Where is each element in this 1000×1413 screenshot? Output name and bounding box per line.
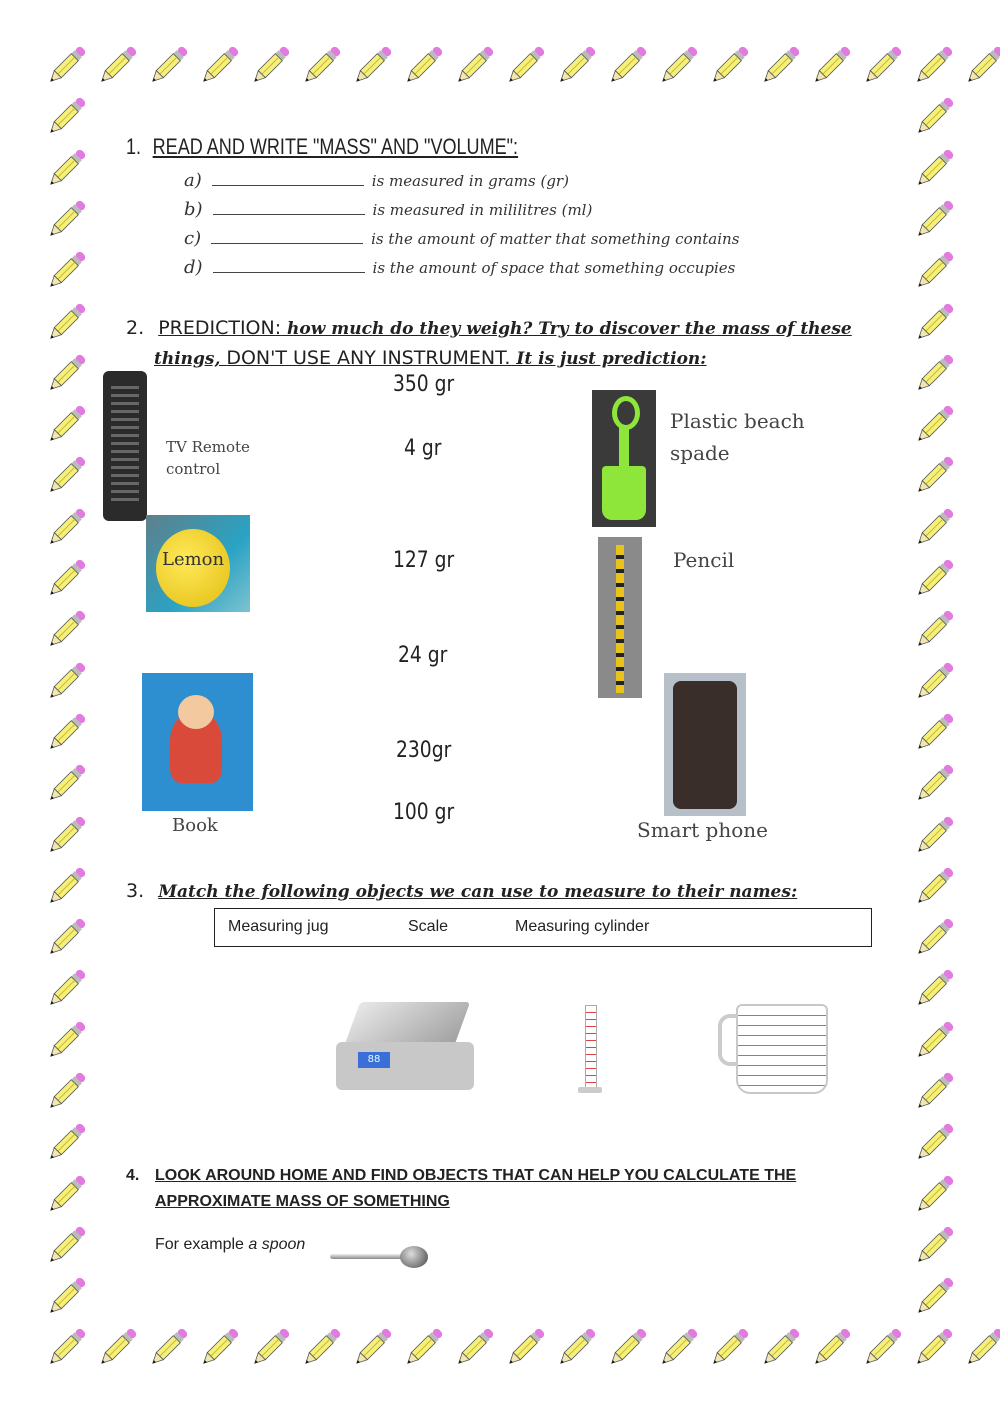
item-letter: c) [184, 228, 202, 249]
word-scale[interactable]: Scale [408, 918, 449, 935]
spade-label-line: Plastic beach [670, 409, 805, 433]
pencil-icon [910, 1015, 960, 1065]
item-letter: a) [184, 170, 202, 191]
blank-input[interactable] [211, 243, 363, 244]
pencil-icon [42, 1271, 92, 1321]
spade-label [670, 405, 805, 469]
example-prefix: For example [155, 1236, 249, 1253]
pencil-icon [42, 297, 92, 347]
pencil-icon [42, 450, 92, 500]
pencil-icon [42, 1169, 92, 1219]
pencil-icon [42, 861, 92, 911]
phone-label: Smart phone [637, 818, 768, 842]
pencil-icon [195, 40, 245, 90]
pencil-icon [910, 707, 960, 757]
pencil-icon [144, 40, 194, 90]
pencil-icon [654, 1322, 704, 1372]
word-measuring-jug[interactable]: Measuring jug [228, 918, 329, 935]
weight-option[interactable]: 100 gr [393, 800, 455, 825]
pencil-icon [42, 1066, 92, 1116]
pencil-icon [93, 40, 143, 90]
item-text: is measured in mililitres (ml) [372, 201, 593, 219]
pencil-icon [910, 963, 960, 1013]
pencil-icon [807, 1322, 857, 1372]
pencil-icon [910, 348, 960, 398]
weight-option[interactable]: 4 gr [404, 436, 442, 461]
blank-input[interactable] [212, 185, 364, 186]
pencil-icon [910, 553, 960, 603]
section3-heading [126, 880, 797, 902]
spade-label-line: spade [670, 441, 730, 465]
pencil-icon [910, 91, 960, 141]
pencil-icon [705, 40, 755, 90]
pencil-icon [42, 707, 92, 757]
section-number: 2. [126, 317, 145, 339]
pencil-icon [910, 758, 960, 808]
pencil-icon [42, 912, 92, 962]
smartphone-image [664, 673, 746, 816]
title-caps: DON'T USE ANY INSTRUMENT. [226, 347, 511, 369]
pencil-icon [910, 1271, 960, 1321]
example-object: a spoon [248, 1236, 306, 1253]
pencil-icon [42, 810, 92, 860]
weight-option[interactable]: 230gr [396, 738, 452, 763]
pencil-icon [909, 40, 959, 90]
pencil-icon [42, 1015, 92, 1065]
title-text: things, [154, 349, 227, 369]
pencil-icon [910, 1066, 960, 1116]
tv-remote-image [103, 371, 147, 521]
pencil-icon [93, 1322, 143, 1372]
pencil-icon [195, 1322, 245, 1372]
pencil-icon [246, 40, 296, 90]
item-letter: d) [184, 257, 203, 278]
pencil-icon [960, 1322, 1000, 1372]
book-image [142, 673, 253, 811]
pencil-icon [399, 1322, 449, 1372]
pencil-icon [42, 245, 92, 295]
section4-heading [126, 1167, 796, 1211]
weight-option[interactable]: 24 gr [398, 643, 448, 668]
item-text: is the amount of matter that something contains [371, 230, 740, 248]
pencil-icon [910, 450, 960, 500]
section-number: 3. [126, 880, 145, 902]
pencil-icon [42, 502, 92, 552]
pencil-icon [910, 604, 960, 654]
pencil-image [598, 537, 642, 698]
title-text: It is just prediction: [510, 349, 707, 369]
title-text: how much do they weigh? Try to discover the mass of these [281, 319, 852, 339]
pencil-label: Pencil [673, 548, 735, 572]
section-number: 1. [126, 134, 142, 159]
pencil-icon [552, 1322, 602, 1372]
pencil-icon [756, 1322, 806, 1372]
pencil-icon [501, 40, 551, 90]
pencil-icon [910, 1169, 960, 1219]
lemon-label: Lemon [162, 549, 225, 570]
pencil-icon [297, 1322, 347, 1372]
pencil-icon [450, 1322, 500, 1372]
scale-display: 88 [358, 1052, 390, 1068]
section2-heading [126, 314, 852, 374]
title-caps: PREDICTION: [158, 317, 282, 339]
pencil-icon [603, 1322, 653, 1372]
pencil-icon [450, 40, 500, 90]
pencil-icon [603, 40, 653, 90]
pencil-icon [42, 553, 92, 603]
pencil-icon [297, 40, 347, 90]
item-text: is the amount of space that something occupies [372, 259, 736, 277]
pencil-icon [246, 1322, 296, 1372]
pencil-icon [858, 1322, 908, 1372]
pencil-icon [910, 194, 960, 244]
pencil-icon [42, 963, 92, 1013]
weight-option[interactable]: 350 gr [393, 372, 455, 397]
spoon-image [330, 1245, 430, 1269]
beach-spade-image [592, 390, 656, 527]
pencil-icon [42, 1220, 92, 1270]
section-number: 4. [126, 1167, 140, 1184]
pencil-icon [42, 1117, 92, 1167]
pencil-icon [42, 143, 92, 193]
section1-title: READ AND WRITE "MASS" AND "VOLUME": [152, 134, 519, 159]
kitchen-scale-image [336, 998, 476, 1098]
pencil-icon [858, 40, 908, 90]
measuring-cylinder-image [578, 1005, 604, 1095]
pencil-icon [910, 1220, 960, 1270]
pencil-icon [807, 40, 857, 90]
pencil-icon [348, 1322, 398, 1372]
pencil-icon [960, 40, 1000, 90]
word-bank-box [214, 908, 872, 947]
pencil-icon [552, 40, 602, 90]
pencil-icon [910, 245, 960, 295]
pencil-icon [756, 40, 806, 90]
remote-label: TV Remote control [166, 438, 250, 478]
pencil-icon [910, 297, 960, 347]
pencil-icon [42, 348, 92, 398]
pencil-icon [910, 912, 960, 962]
blank-input[interactable] [213, 214, 365, 215]
fill-item [184, 170, 739, 199]
pencil-icon [705, 1322, 755, 1372]
pencil-icon [910, 399, 960, 449]
item-letter: b) [184, 199, 203, 220]
example-text [155, 1236, 305, 1254]
pencil-icon [909, 1322, 959, 1372]
pencil-icon [42, 399, 92, 449]
pencil-icon [42, 91, 92, 141]
section4-title-line: APPROXIMATE MASS OF SOMETHING [155, 1193, 450, 1210]
pencil-icon [910, 143, 960, 193]
weight-option[interactable]: 127 gr [393, 548, 455, 573]
section4-title-line: LOOK AROUND HOME AND FIND OBJECTS THAT CAN HELP YOU CALCULATE THE [155, 1167, 797, 1184]
section3-title: Match the following objects we can use to measure to their names: [158, 882, 798, 902]
section1-list [184, 170, 739, 286]
pencil-icon [348, 40, 398, 90]
pencil-icon [910, 502, 960, 552]
fill-item [184, 228, 739, 257]
blank-input[interactable] [213, 272, 365, 273]
book-label: Book [172, 815, 218, 836]
pencil-icon [399, 40, 449, 90]
fill-item [184, 199, 739, 228]
pencil-icon [42, 1322, 92, 1372]
fill-item [184, 257, 739, 286]
pencil-icon [42, 656, 92, 706]
item-text: is measured in grams (gr) [371, 172, 569, 190]
pencil-icon [144, 1322, 194, 1372]
pencil-icon [42, 40, 92, 90]
pencil-icon [501, 1322, 551, 1372]
pencil-icon [910, 1117, 960, 1167]
pencil-icon [910, 656, 960, 706]
section1-heading [126, 134, 518, 160]
pencil-icon [910, 861, 960, 911]
pencil-icon [910, 810, 960, 860]
pencil-icon [42, 194, 92, 244]
pencil-icon [654, 40, 704, 90]
pencil-icon [42, 758, 92, 808]
pencil-icon [42, 604, 92, 654]
word-measuring-cylinder[interactable]: Measuring cylinder [515, 918, 650, 935]
measuring-jug-image [716, 1000, 832, 1095]
lemon-image [146, 515, 250, 612]
